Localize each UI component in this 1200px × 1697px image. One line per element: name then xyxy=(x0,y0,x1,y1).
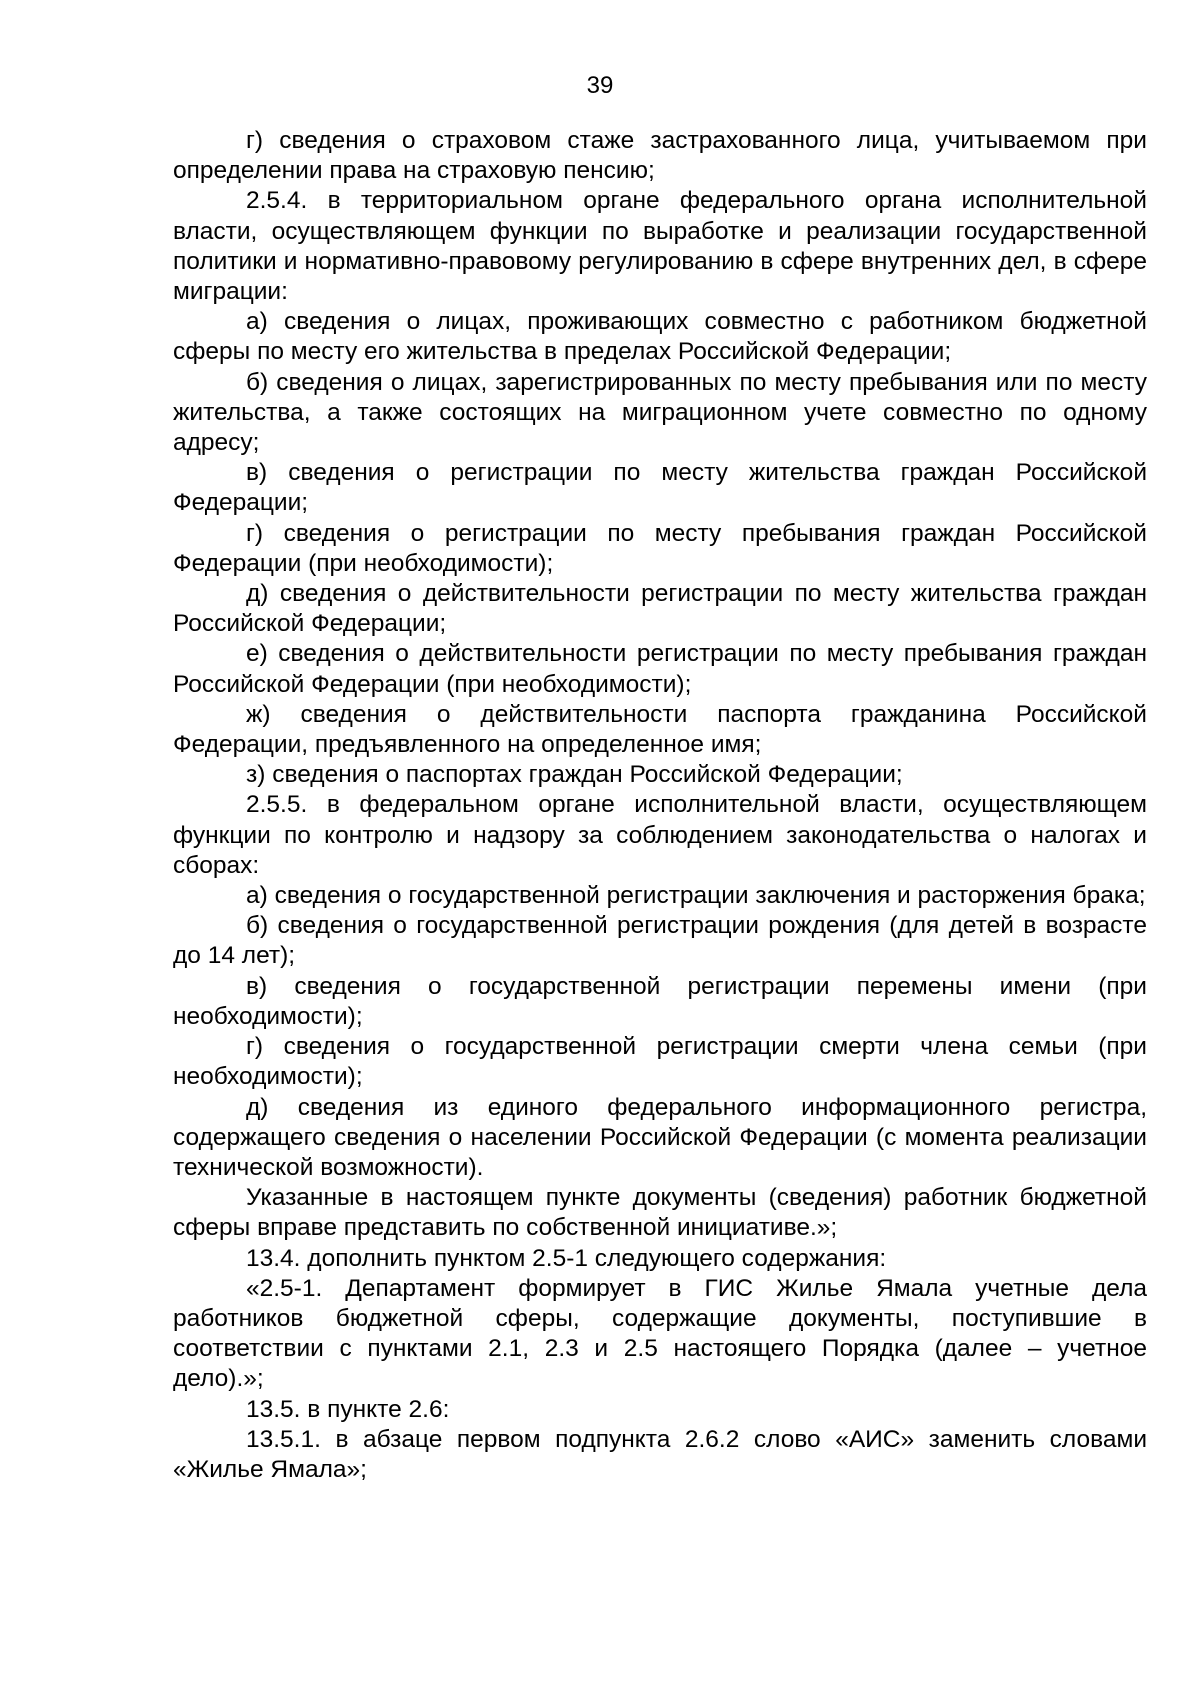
paragraph-item-g-tax: г) сведения о государственной регистрации смерти члена семьи (при необходимости); xyxy=(173,1033,1147,1091)
paragraph-item-g: г) сведения о регистрации по месту пребывания граждан Российской Федерации (при необходимости); xyxy=(173,519,1147,577)
paragraph-item-b: б) сведения о лицах, зарегистрированных по месту пребывания или по месту жительства, а также состоящих на миграционном учете совместно по одному адресу; xyxy=(173,368,1147,457)
paragraph-item-z: з) сведения о паспортах граждан Российской Федерации; xyxy=(246,761,903,789)
paragraph-item-d: д) сведения о действительности регистрации по месту жительства граждан Российской Федерации; xyxy=(173,580,1147,638)
paragraph-item-e: е) сведения о действительности регистрации по месту пребывания граждан Российской Федерации (при необходимости); xyxy=(173,640,1147,698)
paragraph-item-g-insurance: г) сведения о страховом стаже застрахованного лица, учитываемом при определении права на страховую пенсию; xyxy=(173,127,1147,185)
paragraph-13-5: 13.5. в пункте 2.6: xyxy=(246,1395,450,1423)
paragraph-13-4: 13.4. дополнить пунктом 2.5-1 следующего содержания: xyxy=(246,1244,887,1272)
paragraph-item-b-tax: б) сведения о государственной регистрации рождения (для детей в возрасте до 14 лет); xyxy=(173,912,1147,970)
document-body xyxy=(173,126,1147,1485)
paragraph-2-5-1: «2.5-1. Департамент формирует в ГИС Жилье Ямала учетные дела работников бюджетной сферы, содержащие документы, поступившие в соответствии с пунктами 2.1, 2.3 и 2.5 настоящего Порядка (далее – учетное дело).»; xyxy=(173,1274,1147,1393)
page-number: 39 xyxy=(586,72,614,99)
paragraph-item-a-tax: а) сведения о государственной регистрации заключения и расторжения брака; xyxy=(246,882,1146,910)
paragraph-2-5-5: 2.5.5. в федеральном органе исполнительной власти, осуществляющем функции по контролю и надзору за соблюдением законодательства о налогах и сборах: xyxy=(173,791,1147,879)
paragraph-item-a: а) сведения о лицах, проживающих совместно с работником бюджетной сферы по месту его жительства в пределах Российской Федерации; xyxy=(173,308,1147,366)
paragraph-item-zh: ж) сведения о действительности паспорта гражданина Российской Федерации, предъявленного на определенное имя; xyxy=(173,700,1147,759)
paragraph-own-initiative: Указанные в настоящем пункте документы (сведения) работник бюджетной сферы вправе представить по собственной инициативе.»; xyxy=(173,1184,1147,1242)
paragraph-13-5-1: 13.5.1. в абзаце первом подпункта 2.6.2 слово «АИС» заменить словами «Жилье Ямала»; xyxy=(173,1425,1147,1483)
paragraph-2-5-4: 2.5.4. в территориальном органе федерального органа исполнительной власти, осуществляющем функции по выработке и реализации государственной политики и нормативно-правовому регулированию в сфере внутренних дел, в сфере миграции: xyxy=(173,187,1147,306)
paragraph-item-v: в) сведения о регистрации по месту жительства граждан Российской Федерации; xyxy=(173,459,1147,517)
paragraph-item-d-tax: д) сведения из единого федерального информационного регистра, содержащего сведения о населении Российской Федерации (с момента реализации технической возможности). xyxy=(173,1093,1147,1181)
paragraph-item-v-tax: в) сведения о государственной регистрации перемены имени (при необходимости); xyxy=(173,972,1147,1030)
